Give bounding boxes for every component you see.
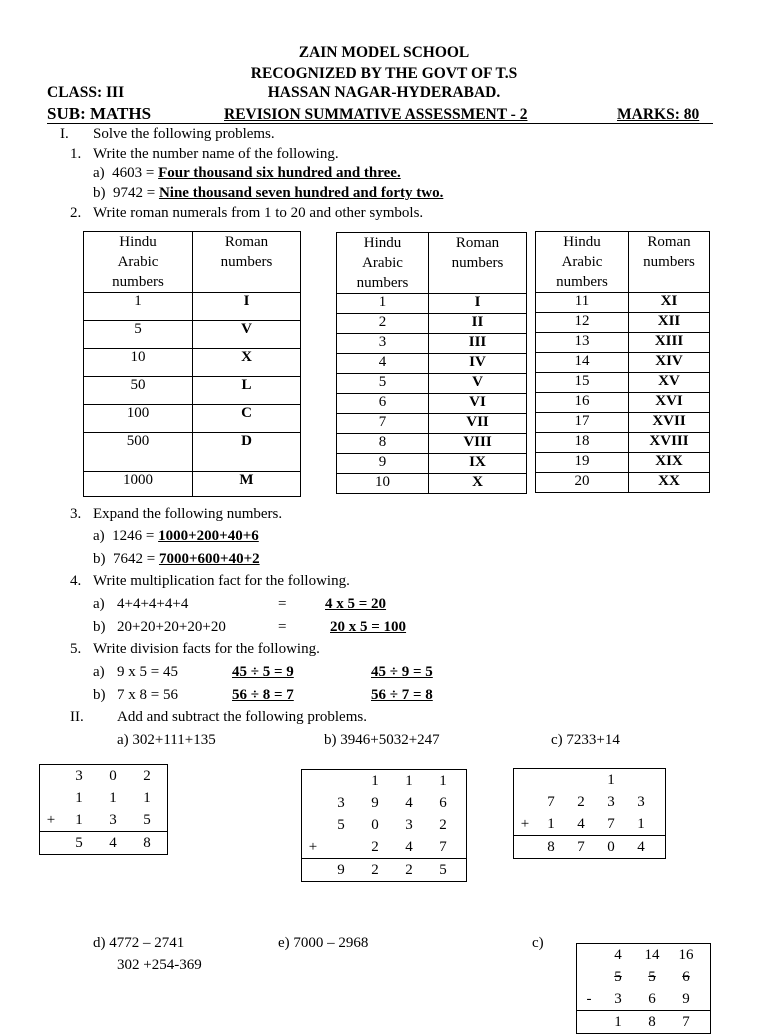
- digit-cell: 2: [371, 861, 379, 878]
- q3-number: 3.: [70, 506, 82, 522]
- digit-cell: 14: [644, 946, 660, 963]
- q5-number: 5.: [70, 641, 82, 657]
- table-row: [536, 433, 710, 453]
- operand-row: [514, 813, 665, 835]
- problem-d: d) 4772 – 2741: [93, 935, 185, 951]
- digit-cell: 1: [75, 789, 83, 806]
- digit-cell: 1: [109, 789, 117, 806]
- digit-cell: 6: [648, 990, 656, 1007]
- addition-grid-a: [39, 764, 168, 855]
- roman-cell: VII: [429, 414, 527, 434]
- hindu-arabic-cell: 1: [337, 294, 429, 314]
- hindu-arabic-cell: 11: [536, 293, 629, 313]
- hindu-arabic-cell: 4: [337, 354, 429, 374]
- digit-cell: 0: [109, 767, 117, 784]
- digit-cell: 6: [439, 794, 447, 811]
- school-name: ZAIN MODEL SCHOOL: [298, 44, 470, 61]
- digit-cell: 4: [405, 838, 413, 855]
- operand-row: [577, 966, 710, 988]
- digit-cell: 8: [143, 834, 151, 851]
- table-row: [536, 473, 710, 493]
- table-row: [337, 454, 527, 474]
- digit-cell: 7: [607, 815, 615, 832]
- table-row: [337, 294, 527, 314]
- digit-cell: 0: [371, 816, 379, 833]
- roman-cell: X: [429, 474, 527, 494]
- hindu-arabic-cell: 18: [536, 433, 629, 453]
- section-1-title: Solve the following problems.: [93, 126, 275, 142]
- digit-cell: 1: [75, 811, 83, 828]
- q4a-answer: 4 x 5 = 20: [325, 596, 387, 612]
- hindu-arabic-cell: 19: [536, 453, 629, 473]
- q4a-label: a): [93, 596, 105, 612]
- q5b-question: 7 x 8 = 56: [117, 687, 178, 703]
- q1b-question: 9742 =: [113, 185, 156, 201]
- roman-cell: XVI: [629, 393, 710, 413]
- digit-cell: 4: [614, 946, 622, 963]
- operator-cell: +: [46, 811, 56, 828]
- digit-cell: 9: [337, 861, 345, 878]
- digit-cell: 7: [547, 793, 555, 810]
- roman-cell: V: [193, 321, 301, 349]
- digit-cell: 5: [337, 816, 345, 833]
- header-underline: [47, 123, 713, 124]
- roman-header: Roman numbers: [193, 232, 301, 293]
- addition-grid-c: [513, 768, 666, 859]
- q1-number: 1.: [70, 146, 82, 162]
- hindu-arabic-cell: 20: [536, 473, 629, 493]
- hindu-arabic-cell: 15: [536, 373, 629, 393]
- digit-cell: 2: [405, 861, 413, 878]
- hindu-arabic-cell: 16: [536, 393, 629, 413]
- digit-cell: 7: [682, 1013, 690, 1030]
- q1a-line: [93, 165, 401, 182]
- hindu-arabic-cell: 12: [536, 313, 629, 333]
- q5b-label: b): [93, 687, 106, 703]
- digit-cell: 7: [577, 838, 585, 855]
- digit-cell: 4: [405, 794, 413, 811]
- table-row: [337, 434, 527, 454]
- digit-cell: 4: [109, 834, 117, 851]
- class-label: CLASS: III: [47, 84, 125, 101]
- operator-cell: +: [308, 838, 318, 855]
- table-row: [536, 453, 710, 473]
- operand-row: [514, 769, 665, 791]
- table-row: [536, 333, 710, 353]
- hindu-arabic-cell: 17: [536, 413, 629, 433]
- roman-cell: C: [193, 405, 301, 433]
- q4b-question: 20+20+20+20+20: [117, 619, 226, 635]
- digit-cell: 3: [75, 767, 83, 784]
- roman-cell: XIII: [629, 333, 710, 353]
- roman-cell: II: [429, 314, 527, 334]
- table-row: [84, 377, 301, 405]
- q5b-answer-1: 56 ÷ 8 = 7: [232, 687, 294, 703]
- operand-row: [40, 809, 167, 831]
- q2-number: 2.: [70, 205, 82, 221]
- table-row: [337, 394, 527, 414]
- marks-label: MARKS: 80: [617, 106, 700, 123]
- digit-cell: 2: [371, 838, 379, 855]
- digit-cell: 5: [143, 811, 151, 828]
- hindu-arabic-cell: 6: [337, 394, 429, 414]
- digit-cell: 1: [614, 1013, 622, 1030]
- hindu-arabic-header: Hindu Arabic numbers: [536, 232, 629, 293]
- roman-cell: XII: [629, 313, 710, 333]
- table-row: [84, 433, 301, 472]
- hindu-arabic-cell: 500: [84, 433, 193, 472]
- roman-1-to-10-table: [336, 232, 527, 494]
- section-2-number: II.: [70, 709, 84, 725]
- result-row: [40, 831, 167, 854]
- digit-cell: 1: [547, 815, 555, 832]
- q5a-question: 9 x 5 = 45: [117, 664, 178, 680]
- roman-cell: X: [193, 349, 301, 377]
- table-row: [84, 405, 301, 433]
- hindu-arabic-cell: 100: [84, 405, 193, 433]
- school-address: HASSAN NAGAR-HYDERABAD.: [267, 84, 501, 101]
- hindu-arabic-cell: 50: [84, 377, 193, 405]
- section-2-title: Add and subtract the following problems.: [117, 709, 367, 725]
- q3b-answer: 7000+600+40+2: [158, 551, 260, 567]
- problem-d-extra: 302 +254-369: [117, 957, 202, 973]
- subtraction-grid: [576, 943, 711, 1034]
- assessment-title: REVISION SUMMATIVE ASSESSMENT - 2: [224, 106, 528, 123]
- table-row: [84, 349, 301, 377]
- result-row: [514, 835, 665, 858]
- digit-cell: 0: [607, 838, 615, 855]
- operator-cell: -: [586, 990, 592, 1007]
- operand-row: [40, 765, 167, 787]
- operand-row: [514, 791, 665, 813]
- table-row: [84, 472, 301, 497]
- q4a-question: 4+4+4+4+4: [117, 596, 189, 612]
- roman-cell: XIX: [629, 453, 710, 473]
- digit-cell: 4: [577, 815, 585, 832]
- q5-text: Write division facts for the following.: [93, 641, 320, 657]
- hindu-arabic-cell: 3: [337, 334, 429, 354]
- roman-cell: VIII: [429, 434, 527, 454]
- result-row: [577, 1010, 710, 1033]
- q3b-line: b) 7642 = 7000+600+40+2: [93, 551, 260, 567]
- q3a-line: a) 1246 = 1000+200+40+6: [93, 528, 259, 544]
- table-row: [536, 373, 710, 393]
- problem-c: c) 7233+14: [551, 732, 620, 748]
- digit-cell: 2: [439, 816, 447, 833]
- recognition-line: RECOGNIZED BY THE GOVT OF T.S: [250, 65, 518, 82]
- q3b-question: 7642 =: [113, 551, 156, 567]
- digit-cell: 4: [637, 838, 645, 855]
- operand-row: [302, 836, 466, 858]
- q1b-line: [93, 185, 443, 202]
- hindu-arabic-cell: 5: [84, 321, 193, 349]
- operand-row: [577, 988, 710, 1010]
- q2-text: Write roman numerals from 1 to 20 and other symbols.: [93, 205, 424, 221]
- q4b-answer: 20 x 5 = 100: [330, 619, 407, 635]
- table-row: [84, 321, 301, 349]
- problem-e: e) 7000 – 2968: [278, 935, 369, 951]
- q5a-label: a): [93, 664, 105, 680]
- digit-cell: 1: [439, 772, 447, 789]
- operand-row: [302, 814, 466, 836]
- table-row: [337, 354, 527, 374]
- roman-11-to-20-table: [535, 231, 710, 493]
- table-row: [536, 413, 710, 433]
- q3a-answer: 1000+200+40+6: [158, 528, 259, 544]
- table-row: [337, 414, 527, 434]
- q5b-answer-2: 56 ÷ 7 = 8: [371, 687, 433, 703]
- roman-cell: XIV: [629, 353, 710, 373]
- q5a-answer-2: 45 ÷ 9 = 5: [371, 664, 433, 680]
- digit-cell: 2: [143, 767, 151, 784]
- operand-row: [577, 944, 710, 966]
- hindu-arabic-cell: 14: [536, 353, 629, 373]
- digit-cell: 8: [648, 1013, 656, 1030]
- digit-cell: 1: [405, 772, 413, 789]
- roman-cell: I: [429, 294, 527, 314]
- problem-b: b) 3946+5032+247: [324, 732, 440, 748]
- roman-header: Roman numbers: [429, 233, 527, 294]
- q4b-equals: =: [278, 619, 287, 635]
- problem-c2: c): [532, 935, 544, 951]
- table-row: [536, 353, 710, 373]
- addition-grid-b: [301, 769, 467, 882]
- roman-cell: XV: [629, 373, 710, 393]
- hindu-arabic-cell: 9: [337, 454, 429, 474]
- digit-cell: 3: [637, 793, 645, 810]
- roman-cell: IV: [429, 354, 527, 374]
- roman-cell: IX: [429, 454, 527, 474]
- digit-cell: 1: [143, 789, 151, 806]
- roman-cell: XI: [629, 293, 710, 313]
- q1a-answer: Four thousand six hundred and three.: [158, 165, 401, 181]
- q1b-answer: Nine thousand seven hundred and forty two.: [158, 185, 444, 201]
- hindu-arabic-cell: 7: [337, 414, 429, 434]
- digit-cell: 3: [337, 794, 345, 811]
- roman-cell: XX: [629, 473, 710, 493]
- operator-cell: +: [520, 815, 530, 832]
- hindu-arabic-cell: 2: [337, 314, 429, 334]
- hindu-arabic-header: Hindu Arabic numbers: [337, 233, 429, 294]
- roman-cell: D: [193, 433, 301, 472]
- table-row: [337, 374, 527, 394]
- digit-cell: 6: [682, 968, 690, 985]
- digit-cell: 3: [607, 793, 615, 810]
- q5a-answer-1: 45 ÷ 5 = 9: [232, 664, 294, 680]
- digit-cell: 3: [109, 811, 117, 828]
- roman-cell: III: [429, 334, 527, 354]
- operand-row: [302, 792, 466, 814]
- hindu-arabic-cell: 1000: [84, 472, 193, 497]
- hindu-arabic-cell: 5: [337, 374, 429, 394]
- q1-text: Write the number name of the following.: [93, 146, 339, 162]
- table-row: [337, 474, 527, 494]
- q1b-label: b): [93, 185, 106, 201]
- q3a-question: 1246 =: [112, 528, 155, 544]
- digit-cell: 1: [637, 815, 645, 832]
- roman-cell: XVIII: [629, 433, 710, 453]
- table-row: [337, 314, 527, 334]
- roman-header: Roman numbers: [629, 232, 710, 293]
- roman-cell: V: [429, 374, 527, 394]
- hindu-arabic-cell: 8: [337, 434, 429, 454]
- q3-text: Expand the following numbers.: [93, 506, 283, 522]
- table-row: [536, 313, 710, 333]
- table-row: [536, 293, 710, 313]
- problem-a: a) 302+111+135: [117, 732, 216, 748]
- digit-cell: 5: [614, 968, 622, 985]
- digit-cell: 3: [614, 990, 622, 1007]
- table-row: [84, 293, 301, 321]
- q4-text: Write multiplication fact for the following.: [93, 573, 350, 589]
- digit-cell: 1: [371, 772, 379, 789]
- roman-cell: I: [193, 293, 301, 321]
- table-row: [536, 393, 710, 413]
- hindu-arabic-cell: 1: [84, 293, 193, 321]
- hindu-arabic-cell: 10: [84, 349, 193, 377]
- operand-row: [302, 770, 466, 792]
- roman-cell: VI: [429, 394, 527, 414]
- digit-cell: 16: [678, 946, 694, 963]
- q4-number: 4.: [70, 573, 82, 589]
- digit-cell: 2: [577, 793, 585, 810]
- table-row: [337, 334, 527, 354]
- q1a-question: 4603 =: [112, 165, 155, 181]
- digit-cell: 5: [439, 861, 447, 878]
- hindu-arabic-cell: 10: [337, 474, 429, 494]
- roman-cell: M: [193, 472, 301, 497]
- digit-cell: 3: [405, 816, 413, 833]
- roman-cell: L: [193, 377, 301, 405]
- subject-label: SUB: MATHS: [47, 104, 152, 123]
- roman-cell: XVII: [629, 413, 710, 433]
- digit-cell: 5: [75, 834, 83, 851]
- digit-cell: 9: [371, 794, 379, 811]
- q4a-equals: =: [278, 596, 287, 612]
- section-1-number: I.: [60, 126, 69, 142]
- hindu-arabic-header: Hindu Arabic numbers: [84, 232, 193, 293]
- digit-cell: 5: [648, 968, 656, 985]
- hindu-arabic-cell: 13: [536, 333, 629, 353]
- q4b-label: b): [93, 619, 106, 635]
- digit-cell: 7: [439, 838, 447, 855]
- operand-row: [40, 787, 167, 809]
- q1a-label: a): [93, 165, 105, 181]
- digit-cell: 9: [682, 990, 690, 1007]
- digit-cell: 8: [547, 838, 555, 855]
- result-row: [302, 858, 466, 881]
- roman-symbols-table: [83, 231, 301, 497]
- digit-cell: 1: [607, 771, 615, 788]
